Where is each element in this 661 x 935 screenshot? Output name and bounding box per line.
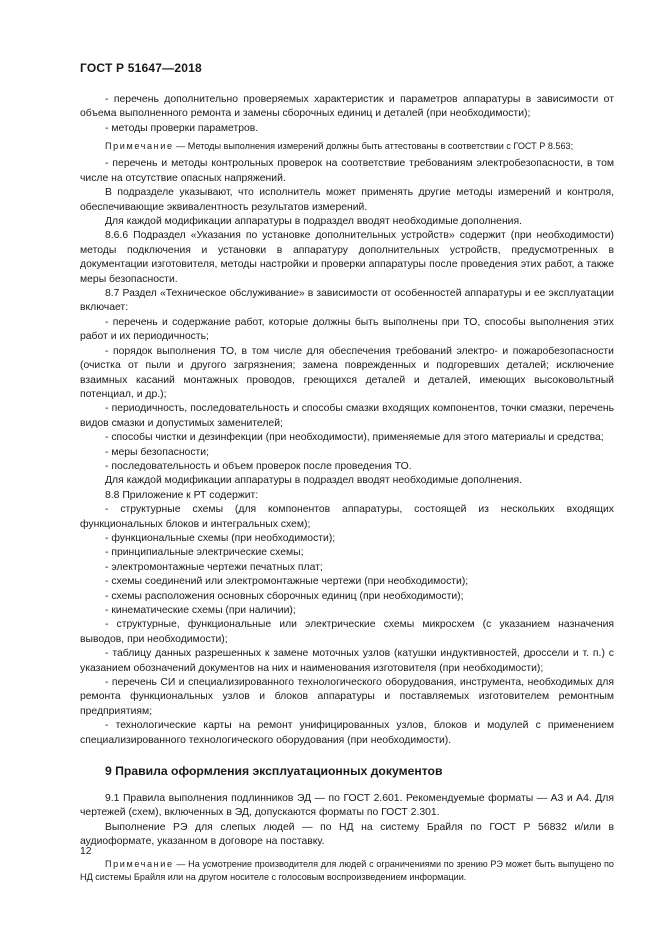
page-number: 12 [80,846,92,857]
paragraph: - структурные схемы (для компонентов аппаратуры, состоящей из нескольких входящих функциональных блоков и интегральных схем); [80,504,614,530]
paragraph: - функциональные схемы (при необходимости); [105,532,336,544]
paragraph: - схемы соединений или электромонтажные чертежи (при необходимости); [105,576,469,588]
paragraph: 9.1 Правила выполнения подлинников ЭД — по ГОСТ 2.601. Рекомендуемые форматы — А3 и А4. Для чертежей (схем), включенных в ЭД, допускаются форматы по ГОСТ 2.301. [80,793,614,819]
note-text: — На усмотрение производителя для людей с ограничениями по зрению РЭ может быть выпущено по НД системы Брайля или на другом носителе с голосовым воспроизведением информации. [80,858,614,882]
paragraph: В подразделе указывают, что исполнитель может применять другие методы измерений и контроля, обеспечивающие эквивалентность результатов измерений. [80,187,614,213]
paragraph: 8.6.6 Подраздел «Указания по установке дополнительных устройств» содержит (при необходимости) методы подключения и установки в аппаратуру дополнительных устройств, предусмотренных в документации изготовителя, методы настройки и проверки аппаратуры после проведения этих работ, а также меры безопасности. [80,230,614,285]
document-header: ГОСТ Р 51647—2018 [80,61,202,75]
paragraph: - перечень и методы контрольных проверок на соответствие требованиям электробезопасности, в том числе на отсутствие опасных напряжений. [80,158,614,184]
paragraph: 8.8 Приложение к РТ содержит: [105,489,259,501]
paragraph: - кинематические схемы (при наличии); [105,605,296,617]
note-2 [80,858,614,884]
section-heading: 9 Правила оформления эксплуатационных документов [105,764,443,779]
note-1 [80,140,614,153]
paragraph: - порядок выполнения ТО, в том числе для обеспечения требований электро- и пожаробезопасности (очистка от пыли и другого загрязнения; замена поврежденных и подгоревших деталей; исключение взаимных касаний монтажных проводов, греющихся деталей и деталей, имеющих высоковольтный потенциал, и др.); [80,345,614,400]
paragraph: Для каждой модификации аппаратуры в подраздел вводят необходимые дополнения. [105,216,522,228]
paragraph: - перечень СИ и специализированного технологического оборудования, инструмента, необходимых для ремонта функциональных узлов и блоков аппаратуры и поставляемых изготовителем ремонтным предприятиям; [80,677,614,717]
paragraph: - меры безопасности; [105,446,209,458]
paragraph: - принципиальные электрические схемы; [105,547,304,559]
document-body [80,93,614,884]
paragraph: - перечень дополнительно проверяемых характеристик и параметров аппаратуры в зависимости от объема выполненного ремонта и замены сборочных единиц и деталей (при необходимости); [80,94,614,120]
paragraph: - электромонтажные чертежи печатных плат; [105,561,323,573]
paragraph: - схемы расположения основных сборочных единиц (при необходимости); [105,590,464,602]
paragraph: - таблицу данных разрешенных к замене моточных узлов (катушки индуктивностей, дроссели и т. п.) с указанием обозначений документов на них и наименования изготовителя (при необходимости); [80,648,614,674]
paragraph: - перечень и содержание работ, которые должны быть выполнены при ТО, способы выполнения этих работ и их периодичность; [80,316,614,343]
note-label: Примечание [105,141,174,152]
note-text: — Методы выполнения измерений должны быть аттестованы в соответствии с ГОСТ Р 8.563; [173,141,574,152]
paragraph: - методы проверки параметров. [105,122,259,134]
paragraph: - способы чистки и дезинфекции (при необходимости), применяемые для этого материалы и средства; [105,432,604,444]
paragraph: - последовательность и объем проверок после проведения ТО. [105,460,412,472]
paragraph: 8.7 Раздел «Техническое обслуживание» в зависимости от особенностей аппаратуры и ее эксплуатации включает: [80,288,614,314]
paragraph: - периодичность, последовательность и способы смазки входящих компонентов, точки смазки, перечень видов смазки и допустимых заменителей; [80,403,614,429]
paragraph: Выполнение РЭ для слепых людей — по НД на систему Брайля по ГОСТ Р 56832 и/или в аудиоформате, указанном в договоре на поставку. [80,821,614,848]
paragraph: - структурные, функциональные или электрические схемы микросхем (с указанием назначения выводов, при необходимости); [80,619,614,645]
paragraph: - технологические карты на ремонт унифицированных узлов, блоков и модулей с применением специализированного технологического оборудования (при необходимости). [80,720,614,746]
paragraph: Для каждой модификации аппаратуры в подраздел вводят необходимые дополнения. [105,475,522,487]
note-label: Примечание [105,858,174,869]
